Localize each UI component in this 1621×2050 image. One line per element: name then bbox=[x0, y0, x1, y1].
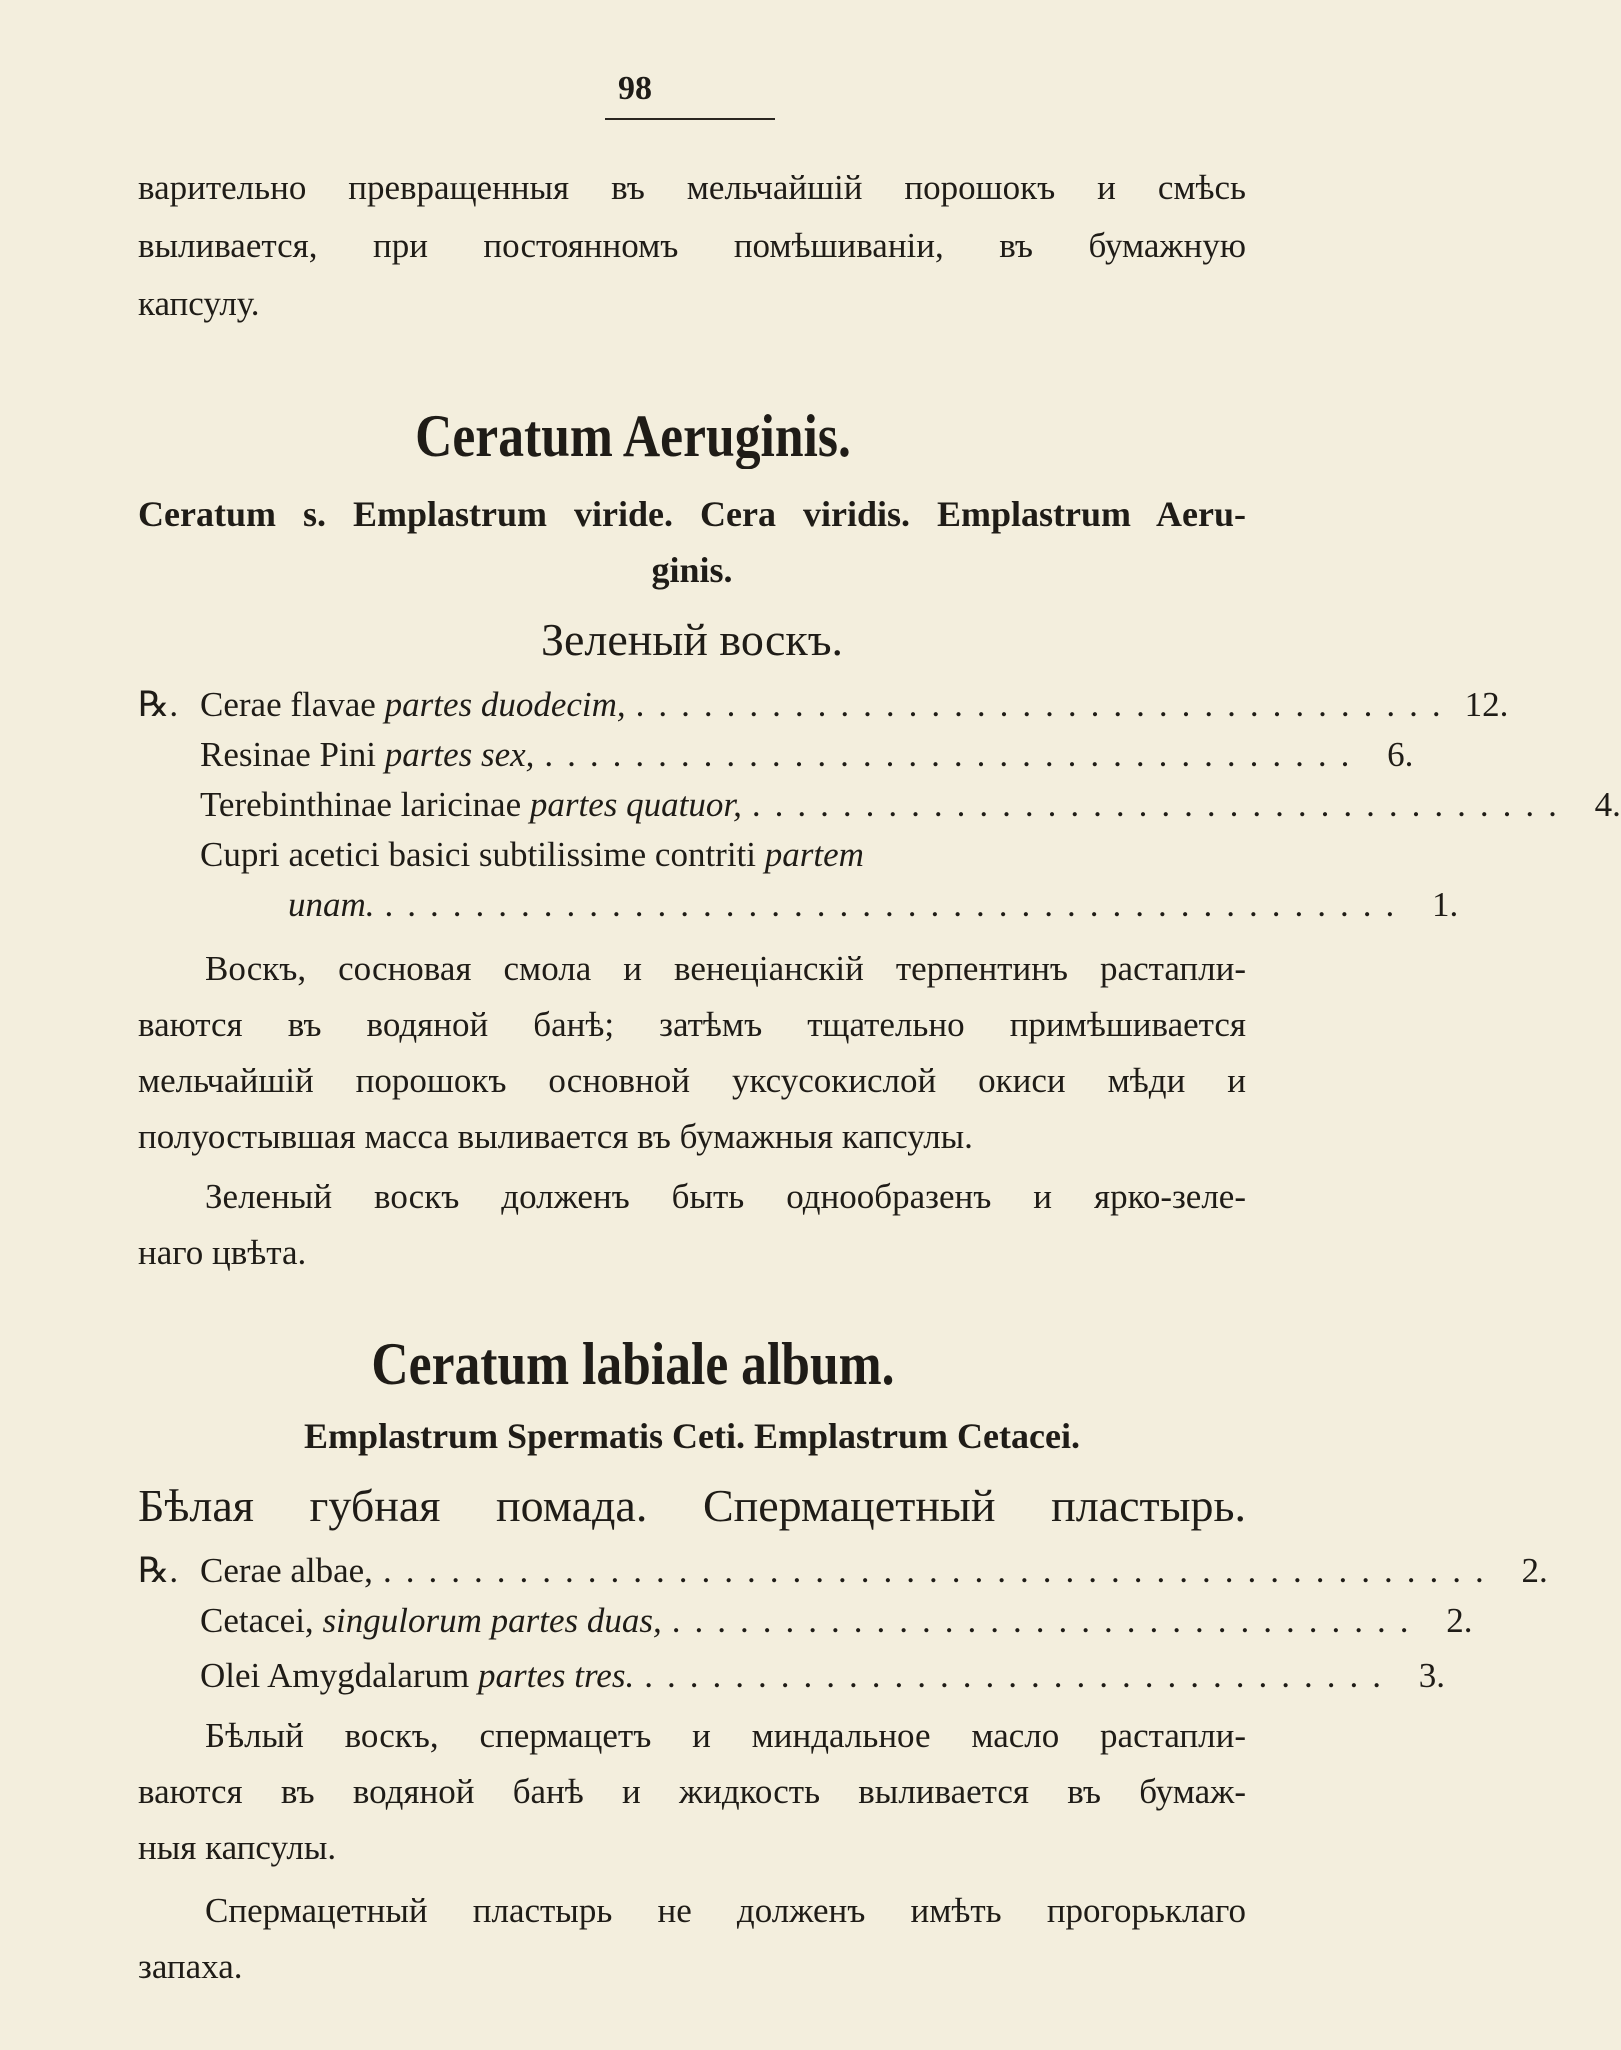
ingredient-amount: partes quatuor, bbox=[529, 785, 742, 824]
page-number: 98 bbox=[618, 70, 652, 107]
ingredient-name: Resinae Pini bbox=[200, 735, 385, 774]
ingredient-name: Cetacei, bbox=[200, 1601, 323, 1640]
section-title-ceratum-labiale-album: Ceratum labiale album. bbox=[371, 1331, 895, 1397]
recipe-line bbox=[138, 1652, 1445, 1700]
leader-dots: .................................... bbox=[635, 685, 1455, 724]
recipe-line bbox=[138, 681, 1509, 729]
leader-dots: ................................................. bbox=[382, 1551, 1498, 1590]
paragraph-line: наго цвѣта. bbox=[138, 1233, 307, 1272]
leader-dots: ............................................. bbox=[384, 885, 1409, 924]
ingredient-quantity: 1. bbox=[1432, 885, 1459, 924]
ingredient-amount: singulorum partes duas, bbox=[322, 1601, 662, 1640]
paragraph-line: ваются въ водяной банѣ и жидкость выливается въ бумаж- bbox=[138, 1772, 1246, 1811]
synonyms-line-2: ginis. bbox=[651, 550, 733, 590]
recipe-line-continuation bbox=[288, 881, 1459, 929]
synonyms-line: Emplastrum Spermatis Ceti. Emplastrum Cetacei. bbox=[304, 1416, 1080, 1456]
leader-dots: .................................... bbox=[544, 735, 1364, 774]
paragraph-line: ныя капсулы. bbox=[138, 1828, 337, 1867]
ingredient-name: Cerae flavae bbox=[200, 685, 385, 724]
ingredient-quantity: 3. bbox=[1418, 1656, 1445, 1695]
recipe-line bbox=[138, 831, 1248, 879]
page-number-rule bbox=[605, 118, 775, 120]
russian-name-heading: Бѣлая губная помада. Спермацетный пластырь. bbox=[138, 1480, 1246, 1531]
ingredient-name: Cupri acetici basici subtilissime contriti bbox=[200, 835, 765, 874]
rx-symbol: ℞. bbox=[138, 685, 179, 724]
paragraph-line: запаха. bbox=[138, 1947, 243, 1986]
intro-line-1: варительно превращенныя въ мельчайшій порошокъ и смѣсь bbox=[138, 168, 1246, 207]
synonyms-line-1: Ceratum s. Emplastrum viride. Cera viridis. Emplastrum Aeru- bbox=[138, 494, 1246, 534]
ingredient-name: Cerae albae, bbox=[200, 1551, 373, 1590]
paragraph-line: Воскъ, сосновая смола и венеціанскій терпентинъ растапли- bbox=[205, 949, 1246, 988]
ingredient-amount-continued: unam. bbox=[288, 885, 375, 924]
ingredient-quantity: 2. bbox=[1521, 1551, 1548, 1590]
leader-dots: ................................. bbox=[644, 1656, 1395, 1695]
paragraph-line: Зеленый воскъ долженъ быть однообразенъ и ярко-зеле- bbox=[205, 1177, 1246, 1216]
recipe-line bbox=[138, 731, 1414, 779]
intro-line-3: капсулу. bbox=[138, 284, 260, 323]
recipe-line bbox=[138, 781, 1621, 829]
paragraph-line: Спермацетный пластырь не долженъ имѣть прогорьклаго bbox=[205, 1891, 1246, 1930]
ingredient-amount: partes sex, bbox=[384, 735, 535, 774]
ingredient-quantity: 2. bbox=[1446, 1601, 1473, 1640]
russian-name-heading: Зеленый воскъ. bbox=[540, 614, 844, 665]
leader-dots: .................................... bbox=[751, 785, 1571, 824]
intro-line-2: выливается, при постоянномъ помѣшиваніи, въ бумажную bbox=[138, 226, 1246, 265]
rx-symbol: ℞. bbox=[138, 1551, 179, 1590]
ingredient-quantity: 4. bbox=[1594, 785, 1621, 824]
paragraph-line: ваются въ водяной банѣ; затѣмъ тщательно примѣшивается bbox=[138, 1005, 1246, 1044]
ingredient-name: Terebinthinae laricinae bbox=[200, 785, 530, 824]
paragraph-line: полуостывшая масса выливается въ бумажныя капсулы. bbox=[138, 1117, 973, 1156]
ingredient-name: Olei Amygdalarum bbox=[200, 1656, 479, 1695]
ingredient-amount: partes tres. bbox=[478, 1656, 635, 1695]
recipe-line bbox=[138, 1547, 1548, 1595]
ingredient-quantity: 6. bbox=[1387, 735, 1414, 774]
leader-dots: ................................. bbox=[671, 1601, 1423, 1640]
paragraph-line: Бѣлый воскъ, спермацетъ и миндальное масло растапли- bbox=[205, 1716, 1246, 1755]
ingredient-quantity: 12. bbox=[1464, 685, 1509, 724]
section-title-ceratum-aeruginis: Ceratum Aeruginis. bbox=[415, 403, 851, 469]
ingredient-amount: partes duodecim, bbox=[384, 685, 626, 724]
ingredient-amount: partem bbox=[764, 835, 864, 874]
paragraph-line: мельчайшій порошокъ основной уксусокислой окиси мѣди и bbox=[138, 1061, 1246, 1100]
recipe-line bbox=[138, 1597, 1473, 1645]
